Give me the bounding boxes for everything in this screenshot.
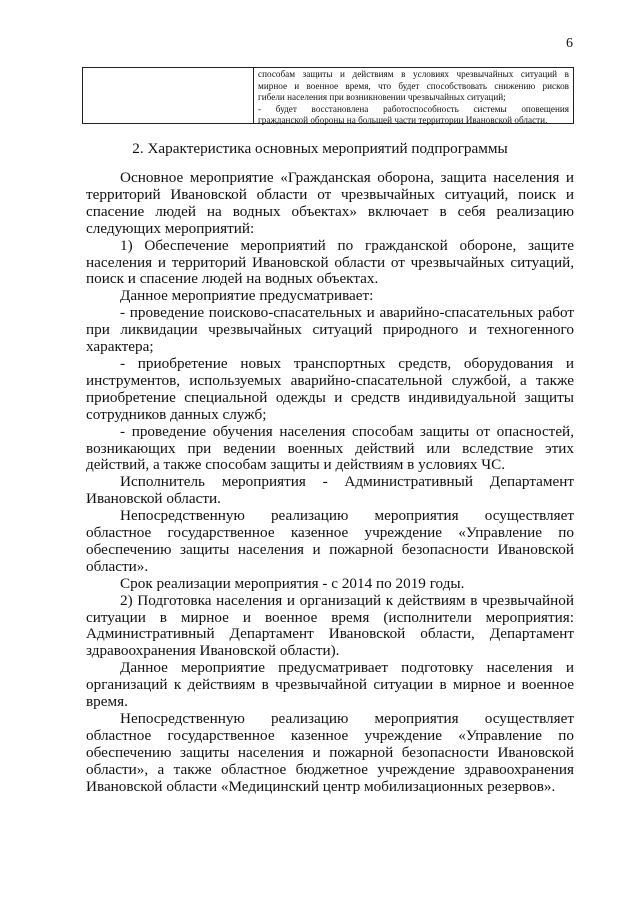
table-line: гибели населения при возникновении чрезвычайных ситуаций; <box>258 92 506 103</box>
section-heading: 2. Характеристика основных мероприятий подпрограммы <box>132 140 508 157</box>
paragraph: Непосредственную реализацию мероприятия осуществляет областное государственное казенное учреждение «Управление по обеспечению защиты населения и пожарной безопасности Ивановской области». <box>86 507 574 575</box>
paragraph: - проведение обучения населения способам защиты от опасностей, возникающих при ведении военных действий или вследствие этих действий, а также способам защиты и действиям в условиях ЧС. <box>86 422 574 474</box>
paragraph: 2) Подготовка населения и организаций к действиям в чрезвычайной ситуации в мирное и военное время (исполнители мероприятия: Административный Департамент Ивановской области, Департамент здравоохранения Ивановской области). <box>86 591 574 660</box>
paragraph: - приобретение новых транспортных средств, оборудования и инструментов, используемых аварийно-спасательной службой, а также приобретение специальной одежды и средств индивидуальной защиты сотрудников данных служб; <box>86 354 574 423</box>
paragraph: Срок реализации мероприятия - с 2014 по 2019 годы. <box>120 574 465 592</box>
paragraph: Данное мероприятие предусматривает: <box>120 287 374 305</box>
paragraph: Непосредственную реализацию мероприятия осуществляет областное государственное казенное учреждение «Управление по обеспечению защиты населения и пожарной безопасности Ивановской области», а также областное бюджетное учреждение здравоохранения Ивановской области «Медицинский центр мобилизационных резервов». <box>86 710 574 795</box>
paragraph: Данное мероприятие предусматривает подготовку населения и организаций к действиям в чрезвычайной ситуации в мирное и военное время. <box>86 659 574 711</box>
table-left-cell <box>83 68 254 123</box>
table-line: мирное и военное время, что будет способствовать снижению рисков <box>258 80 569 91</box>
page-number: 6 <box>566 36 573 51</box>
paragraph: Основное мероприятие «Гражданская оборона, защита населения и территорий Ивановской области от чрезвычайных ситуаций, поиск и спасение людей на водных объектах» включает в себя реализацию следующих мероприятий: <box>86 169 574 237</box>
continuation-table <box>82 67 574 124</box>
table-line: - будет восстановлена работоспособность системы оповещения <box>258 103 569 114</box>
table-line: гражданской обороны на большей части территории Ивановской области. <box>258 115 548 126</box>
paragraph: Исполнитель мероприятия - Административный Департамент Ивановской области. <box>86 473 574 508</box>
table-right-cell <box>254 68 573 126</box>
paragraph: - проведение поисково-спасательных и аварийно-спасательных работ при ликвидации чрезвычайных ситуаций природного и техногенного характера; <box>86 304 574 356</box>
table-line: способам защиты и действиям в условиях чрезвычайных ситуаций в <box>258 69 569 79</box>
paragraph: 1) Обеспечение мероприятий по гражданской обороне, защите населения и территорий Ивановской области от чрезвычайных ситуаций, поиск и спасение людей на водных объектах. <box>86 236 574 288</box>
body-text <box>86 170 574 796</box>
